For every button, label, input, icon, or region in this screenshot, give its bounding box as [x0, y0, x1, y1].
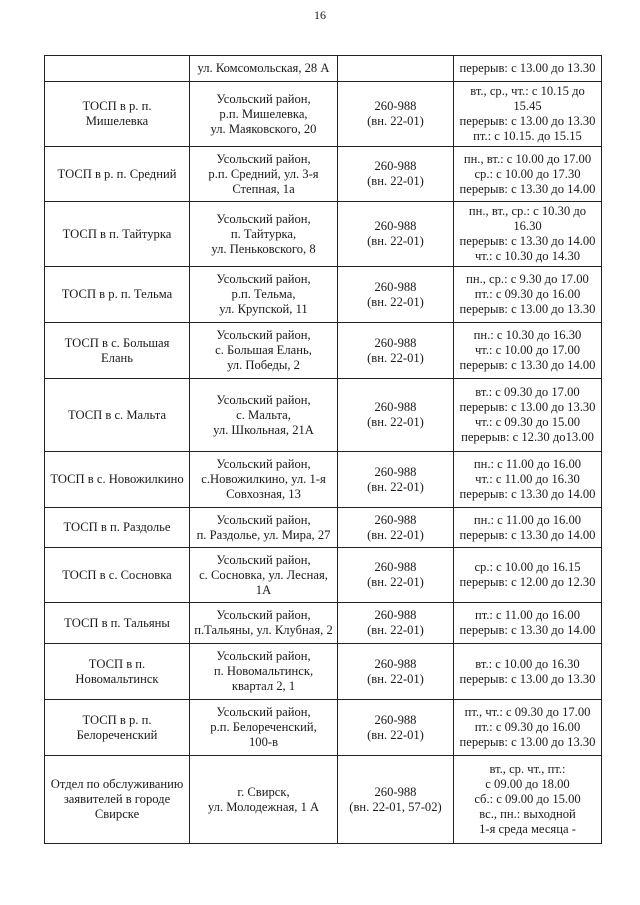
- address-cell: Усольский район, с. Большая Елань, ул. Победы, 2: [190, 323, 338, 379]
- address-cell: Усольский район, р.п. Белореченский, 100-в: [190, 700, 338, 756]
- schedule-cell: вт., ср. чт., пт.: с 09.00 до 18.00 сб.: с 09.00 до 15.00 вс., пн.: выходной 1-я среда месяца -: [454, 756, 602, 844]
- phone-cell: 260-988 (вн. 22-01): [338, 452, 454, 508]
- phone-cell: 260-988 (вн. 22-01): [338, 323, 454, 379]
- schedule-cell: пн.: с 11.00 до 16.00 чт.: с 11.00 до 16.30 перерыв: с 13.30 до 14.00: [454, 452, 602, 508]
- address-cell: Усольский район, п.Тальяны, ул. Клубная, 2: [190, 603, 338, 644]
- table-row: [45, 756, 602, 844]
- office-cell: ТОСП в с. Сосновка: [45, 548, 190, 603]
- office-cell: ТОСП в с. Мальта: [45, 379, 190, 452]
- schedule-cell: перерыв: с 13.00 до 13.30: [454, 56, 602, 82]
- schedule-cell: вт., ср., чт.: с 10.15 до 15.45 перерыв: с 13.00 до 13.30 пт.: с 10.15. до 15.15: [454, 82, 602, 147]
- office-cell: [45, 56, 190, 82]
- schedule-cell: вт.: с 09.30 до 17.00 перерыв: с 13.00 до 13.30 чт.: с 09.30 до 15.00 перерыв: с 12.30 до13.00: [454, 379, 602, 452]
- phone-cell: 260-988 (вн. 22-01): [338, 147, 454, 202]
- office-cell: ТОСП в с. Большая Елань: [45, 323, 190, 379]
- table-row: [45, 700, 602, 756]
- table-row: [45, 603, 602, 644]
- schedule-cell: ср.: с 10.00 до 16.15 перерыв: с 12.00 до 12.30: [454, 548, 602, 603]
- office-cell: ТОСП в п. Новомальтинск: [45, 644, 190, 700]
- table-row: [45, 202, 602, 267]
- phone-cell: 260-988 (вн. 22-01): [338, 548, 454, 603]
- table-row: [45, 379, 602, 452]
- table-row: [45, 267, 602, 323]
- address-cell: Усольский район, р.п. Средний, ул. 3-я Степная, 1а: [190, 147, 338, 202]
- address-cell: Усольский район, с. Сосновка, ул. Лесная, 1А: [190, 548, 338, 603]
- phone-cell: 260-988 (вн. 22-01): [338, 700, 454, 756]
- phone-cell: 260-988 (вн. 22-01): [338, 82, 454, 147]
- office-cell: ТОСП в с. Новожилкино: [45, 452, 190, 508]
- address-cell: Усольский район, п. Тайтурка, ул. Пеньковского, 8: [190, 202, 338, 267]
- schedule-cell: пн.: с 11.00 до 16.00 перерыв: с 13.30 до 14.00: [454, 508, 602, 548]
- office-cell: ТОСП в р. п. Тельма: [45, 267, 190, 323]
- table-row: [45, 82, 602, 147]
- schedule-cell: пт., чт.: с 09.30 до 17.00 пт.: с 09.30 до 16.00 перерыв: с 13.00 до 13.30: [454, 700, 602, 756]
- schedule-cell: пн., вт., ср.: с 10.30 до 16.30 перерыв: с 13.30 до 14.00 чт.: с 10.30 до 14.30: [454, 202, 602, 267]
- address-cell: Усольский район, с.Новожилкино, ул. 1-я Совхозная, 13: [190, 452, 338, 508]
- table-row: [45, 548, 602, 603]
- schedule-cell: пн.: с 10.30 до 16.30 чт.: с 10.00 до 17.00 перерыв: с 13.30 до 14.00: [454, 323, 602, 379]
- schedule-cell: вт.: с 10.00 до 16.30 перерыв: с 13.00 до 13.30: [454, 644, 602, 700]
- table-row: [45, 147, 602, 202]
- office-cell: ТОСП в п. Раздолье: [45, 508, 190, 548]
- office-cell: ТОСП в р. п. Мишелевка: [45, 82, 190, 147]
- phone-cell: 260-988 (вн. 22-01): [338, 202, 454, 267]
- phone-cell: 260-988 (вн. 22-01): [338, 644, 454, 700]
- phone-cell: 260-988 (вн. 22-01): [338, 603, 454, 644]
- address-cell: Усольский район, р.п. Тельма, ул. Крупской, 11: [190, 267, 338, 323]
- address-cell: Усольский район, п. Новомальтинск, квартал 2, 1: [190, 644, 338, 700]
- address-cell: г. Свирск, ул. Молодежная, 1 А: [190, 756, 338, 844]
- page-number: 16: [314, 8, 326, 22]
- schedule-cell: пн., ср.: с 9.30 до 17.00 пт.: с 09.30 до 16.00 перерыв: с 13.00 до 13.30: [454, 267, 602, 323]
- schedule-cell: пн., вт.: с 10.00 до 17.00 ср.: с 10.00 до 17.30 перерыв: с 13.30 до 14.00: [454, 147, 602, 202]
- table-row: [45, 644, 602, 700]
- phone-cell: 260-988 (вн. 22-01): [338, 508, 454, 548]
- offices-table: [44, 55, 602, 844]
- phone-cell: [338, 56, 454, 82]
- table-row: [45, 508, 602, 548]
- office-cell: ТОСП в п. Тальяны: [45, 603, 190, 644]
- phone-cell: 260-988 (вн. 22-01, 57-02): [338, 756, 454, 844]
- table-row: [45, 452, 602, 508]
- office-cell: ТОСП в п. Тайтурка: [45, 202, 190, 267]
- schedule-cell: пт.: с 11.00 до 16.00 перерыв: с 13.30 до 14.00: [454, 603, 602, 644]
- address-cell: Усольский район, с. Мальта, ул. Школьная, 21А: [190, 379, 338, 452]
- table-row: [45, 56, 602, 82]
- phone-cell: 260-988 (вн. 22-01): [338, 379, 454, 452]
- office-cell: Отдел по обслуживанию заявителей в городе Свирске: [45, 756, 190, 844]
- office-cell: ТОСП в р. п. Средний: [45, 147, 190, 202]
- phone-cell: 260-988 (вн. 22-01): [338, 267, 454, 323]
- office-cell: ТОСП в р. п. Белореченский: [45, 700, 190, 756]
- address-cell: Усольский район, п. Раздолье, ул. Мира, 27: [190, 508, 338, 548]
- address-cell: ул. Комсомольская, 28 А: [190, 56, 338, 82]
- table-row: [45, 323, 602, 379]
- address-cell: Усольский район, р.п. Мишелевка, ул. Маяковского, 20: [190, 82, 338, 147]
